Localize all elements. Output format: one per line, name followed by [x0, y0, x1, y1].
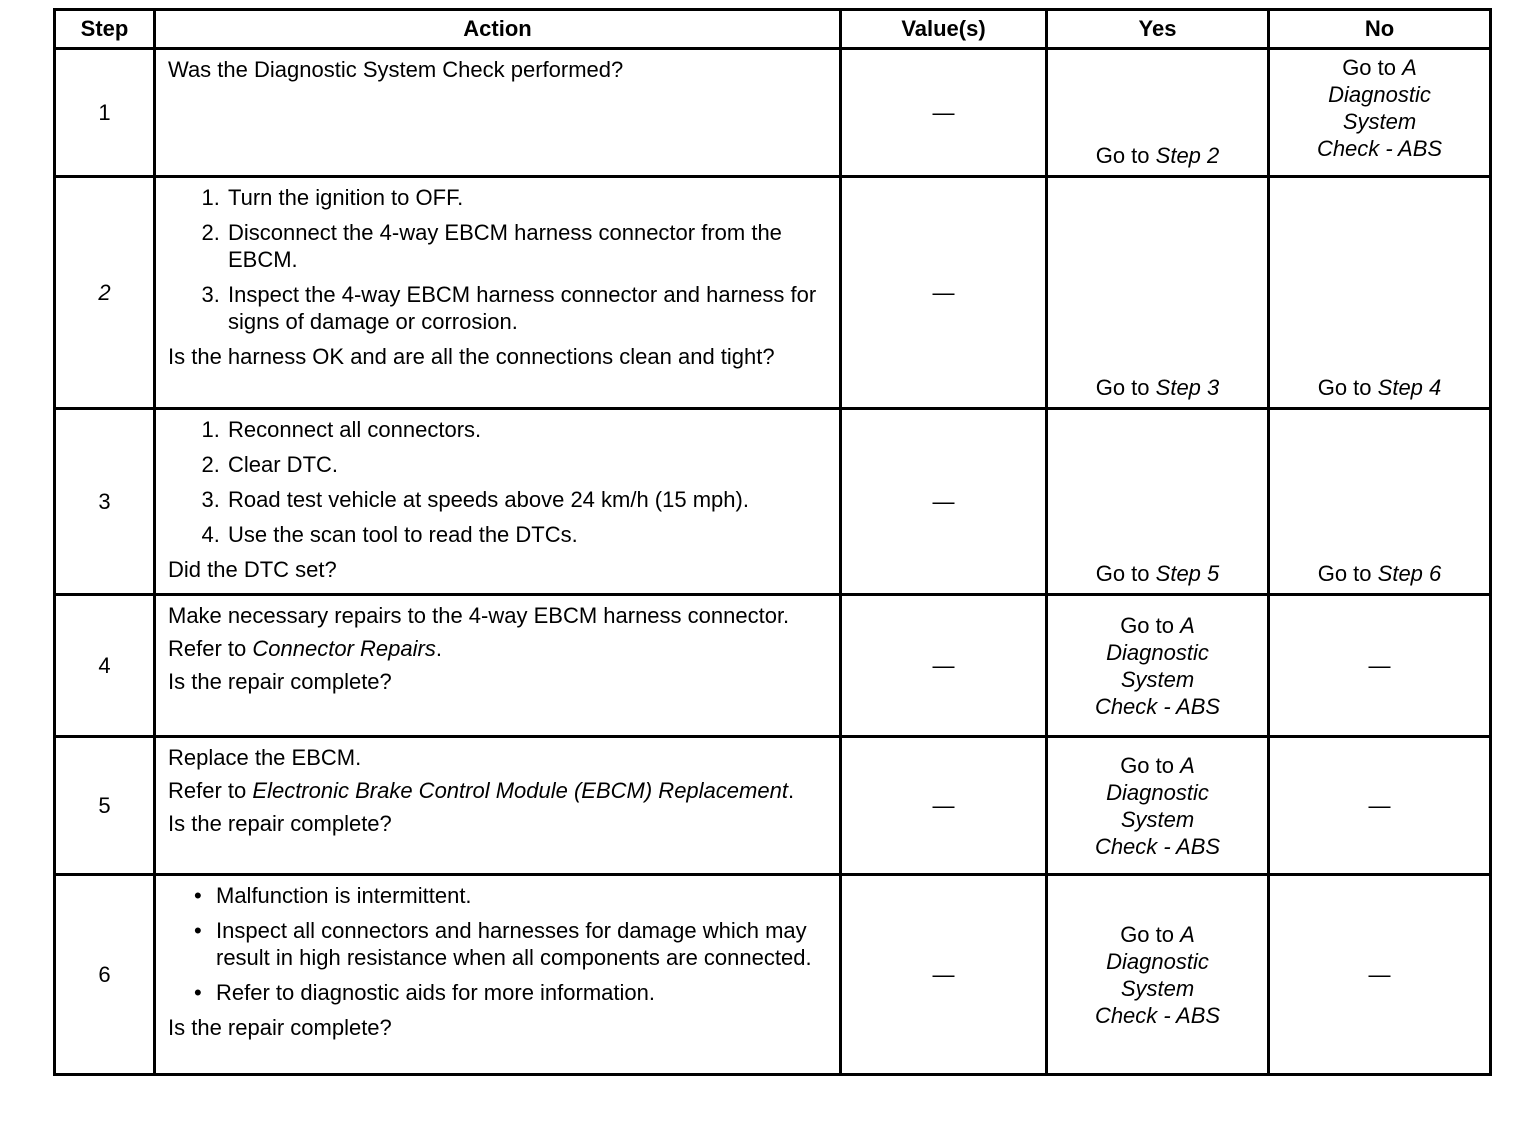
value-cell: — — [841, 177, 1047, 409]
table-row — [55, 49, 1491, 177]
no-cell: — — [1269, 737, 1491, 875]
yes-link-line[interactable]: Check - ABS — [1094, 833, 1221, 859]
refer-label: Refer to — [168, 778, 247, 803]
yes-link-line[interactable]: System — [1120, 666, 1195, 692]
refer-link[interactable]: Connector Repairs — [252, 636, 436, 661]
goto-label: Go to — [1120, 612, 1174, 638]
yes-link-line[interactable]: System — [1120, 806, 1195, 832]
refer-link[interactable]: Electronic Brake Control Module (EBCM) Replacement — [252, 778, 788, 803]
yes-link-line[interactable]: System — [1120, 975, 1195, 1001]
goto-label: Go to — [1317, 375, 1372, 400]
step-number: 2 — [55, 177, 155, 409]
action-text: Make necessary repairs to the 4-way EBCM harness connector. — [168, 603, 790, 628]
yes-link-line[interactable]: Diagnostic — [1106, 639, 1209, 665]
yes-link-line[interactable]: Check - ABS — [1094, 693, 1221, 719]
action-question: Is the repair complete? — [168, 1015, 392, 1040]
goto-label: Go to — [1120, 921, 1174, 947]
goto-label: Go to — [1317, 561, 1372, 586]
header-step: Step — [55, 10, 155, 49]
yes-link[interactable]: Step 5 — [1155, 561, 1220, 586]
list-item: 4. Use the scan tool to read the DTCs. — [226, 521, 829, 548]
value-cell: — — [841, 737, 1047, 875]
refer-line: Refer to Electronic Brake Control Module (EBCM) Replacement. — [168, 778, 795, 803]
no-link[interactable]: Step 4 — [1377, 375, 1442, 400]
list-item: • Inspect all connectors and harnesses for damage which may result in high resistance when all components are connected. — [216, 917, 829, 971]
action-cell — [155, 595, 841, 737]
no-cell: — — [1269, 595, 1491, 737]
action-steps — [168, 416, 829, 548]
value-cell: — — [841, 595, 1047, 737]
table-row — [55, 875, 1491, 1075]
action-cell — [155, 737, 841, 875]
action-question: Is the repair complete? — [168, 669, 392, 694]
goto-label: Go to — [1120, 752, 1174, 778]
yes-link-line[interactable]: Check - ABS — [1094, 1002, 1221, 1028]
yes-link-line[interactable]: Diagnostic — [1106, 779, 1209, 805]
no-cell — [1269, 409, 1491, 595]
header-values: Value(s) — [841, 10, 1047, 49]
table-row — [55, 595, 1491, 737]
yes-link[interactable]: Step 3 — [1155, 375, 1220, 400]
action-question: Was the Diagnostic System Check performed? — [168, 57, 624, 82]
action-cell — [155, 875, 841, 1075]
no-link[interactable]: Step 6 — [1377, 561, 1442, 586]
yes-cell — [1047, 595, 1269, 737]
header-yes: Yes — [1047, 10, 1269, 49]
yes-link[interactable]: Step 2 — [1155, 143, 1220, 168]
yes-link-diagnostic-check[interactable]: A — [1180, 921, 1195, 947]
action-question: Did the DTC set? — [168, 557, 337, 582]
yes-cell — [1047, 49, 1269, 177]
header-no: No — [1269, 10, 1491, 49]
action-question: Is the harness OK and are all the connections clean and tight? — [168, 344, 775, 369]
no-cell — [1269, 177, 1491, 409]
value-cell: — — [841, 409, 1047, 595]
list-item: • Refer to diagnostic aids for more information. — [216, 979, 829, 1006]
list-item: 2. Clear DTC. — [226, 451, 829, 478]
step-number: 6 — [55, 875, 155, 1075]
yes-link-diagnostic-check[interactable]: A — [1180, 752, 1195, 778]
list-item: 1. Reconnect all connectors. — [226, 416, 829, 443]
list-item: • Malfunction is intermittent. — [216, 882, 829, 909]
header-row — [55, 10, 1491, 49]
list-item: 1. Turn the ignition to OFF. — [226, 184, 829, 211]
step-number: 5 — [55, 737, 155, 875]
no-cell — [1269, 49, 1491, 177]
list-item: 3. Inspect the 4-way EBCM harness connector and harness for signs of damage or corrosion. — [226, 281, 829, 335]
step-number: 3 — [55, 409, 155, 595]
list-item: 3. Road test vehicle at speeds above 24 km/h (15 mph). — [226, 486, 829, 513]
step-number: 1 — [55, 49, 155, 177]
action-bullets — [168, 882, 829, 1006]
value-cell: — — [841, 49, 1047, 177]
action-steps — [168, 184, 829, 335]
refer-line: Refer to Connector Repairs. — [168, 636, 442, 661]
yes-cell — [1047, 409, 1269, 595]
goto-label: Go to — [1095, 561, 1150, 586]
action-cell — [155, 49, 841, 177]
action-cell — [155, 409, 841, 595]
goto-label: Go to — [1095, 143, 1150, 168]
table-row — [55, 409, 1491, 595]
yes-cell — [1047, 737, 1269, 875]
no-link-line[interactable]: Diagnostic — [1328, 82, 1431, 107]
goto-label: Go to — [1095, 375, 1150, 400]
no-link-diagnostic-check[interactable]: A — [1402, 55, 1417, 80]
diagnostic-table — [53, 8, 1492, 1076]
refer-label: Refer to — [168, 636, 247, 661]
table-row — [55, 177, 1491, 409]
yes-cell — [1047, 177, 1269, 409]
no-link-line[interactable]: System — [1342, 109, 1417, 134]
list-item: 2. Disconnect the 4-way EBCM harness connector from the EBCM. — [226, 219, 829, 273]
value-cell: — — [841, 875, 1047, 1075]
yes-link-line[interactable]: Diagnostic — [1106, 948, 1209, 974]
action-question: Is the repair complete? — [168, 811, 392, 836]
goto-label: Go to — [1342, 55, 1396, 80]
no-link-line[interactable]: Check - ABS — [1316, 136, 1443, 161]
no-cell: — — [1269, 875, 1491, 1075]
table-row — [55, 737, 1491, 875]
action-cell — [155, 177, 841, 409]
action-text: Replace the EBCM. — [168, 745, 362, 770]
yes-link-diagnostic-check[interactable]: A — [1180, 612, 1195, 638]
yes-cell — [1047, 875, 1269, 1075]
header-action: Action — [155, 10, 841, 49]
step-number: 4 — [55, 595, 155, 737]
